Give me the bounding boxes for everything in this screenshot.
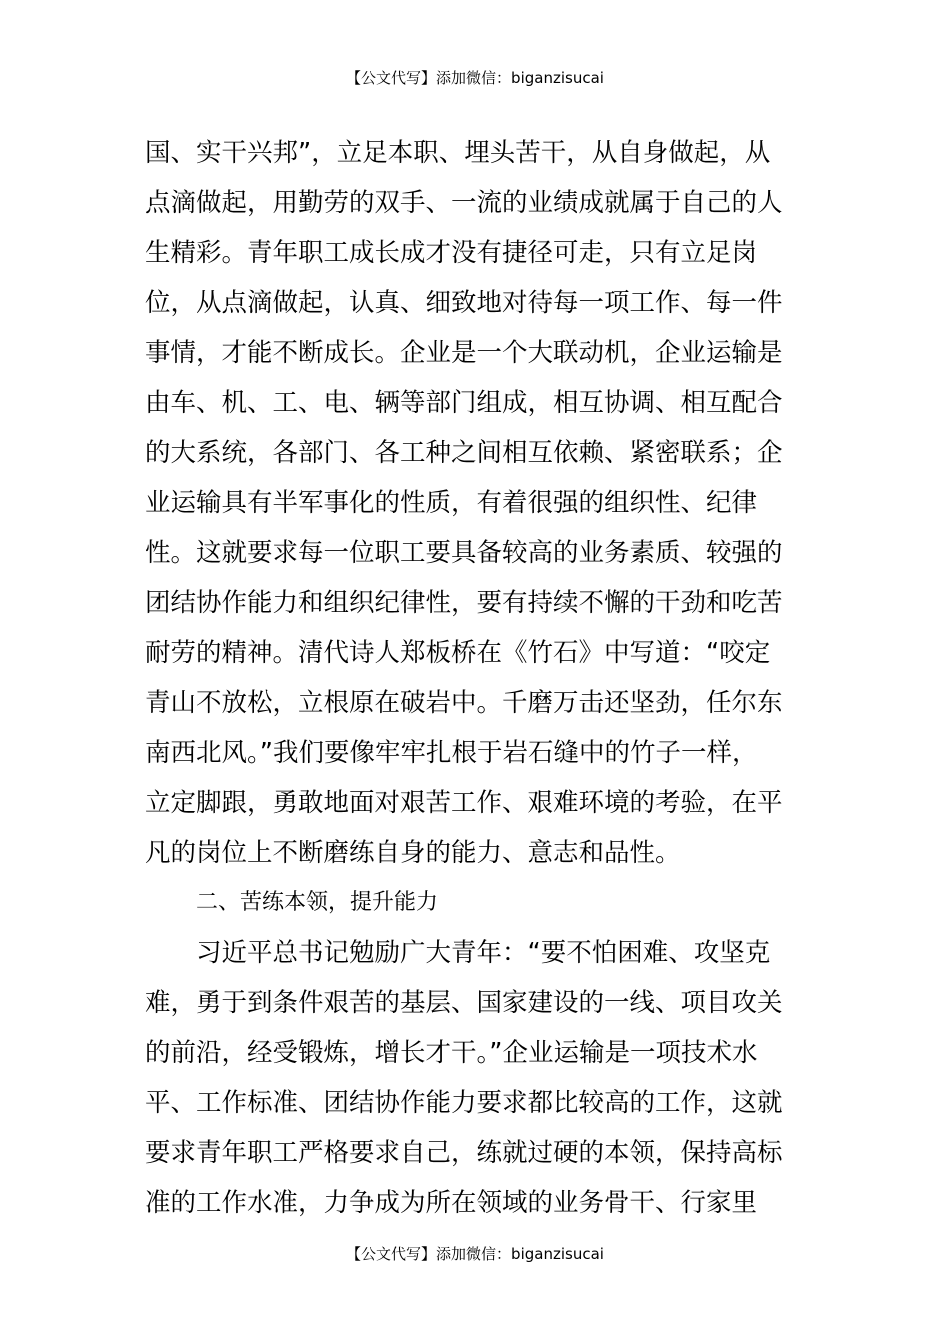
text-line: 点滴做起，用勤劳的双手、一流的业绩成就属于自己的人	[145, 188, 783, 218]
text-line: 由车、机、工、电、辆等部门组成，相互协调、相互配合	[145, 388, 783, 418]
section-heading: 二、苦练本领，提升能力	[196, 890, 439, 915]
text-line: 凡的岗位上不断磨练自身的能力、意志和品性。	[145, 838, 681, 868]
text-line: 南西北风。”我们要像牢牢扎根于岩石缝中的竹子一样，	[145, 738, 758, 768]
page-footer: 【公文代写】添加微信：biganzisucai	[346, 1245, 604, 1263]
text-line: 习近平总书记勉励广大青年：“要不怕困难、攻坚克	[196, 938, 771, 968]
page-header: 【公文代写】添加微信：biganzisucai	[346, 69, 604, 87]
text-line: 立定脚跟，勇敢地面对艰苦工作、艰难环境的考验，在平	[145, 788, 783, 818]
text-line: 的前沿，经受锻炼，增长才干。”企业运输是一项技术水	[145, 1038, 758, 1068]
text-line: 准的工作水准，力争成为所在领域的业务骨干、行家里	[145, 1188, 758, 1218]
text-line: 生精彩。青年职工成长成才没有捷径可走，只有立足岗	[145, 238, 758, 268]
text-line: 耐劳的精神。清代诗人郑板桥在《竹石》中写道：“咬定	[145, 638, 771, 668]
text-line: 的大系统，各部门、各工种之间相互依赖、紧密联系；企	[145, 438, 783, 468]
text-line: 要求青年职工严格要求自己，练就过硬的本领，保持高标	[145, 1138, 783, 1168]
text-line: 业运输具有半军事化的性质，有着很强的组织性、纪律	[145, 488, 758, 518]
paragraph-2	[145, 928, 809, 1228]
text-line: 团结协作能力和组织纪律性，要有持续不懈的干劲和吃苦	[145, 588, 783, 618]
text-line: 性。这就要求每一位职工要具备较高的业务素质、较强的	[145, 538, 783, 568]
text-line: 位，从点滴做起，认真、细致地对待每一项工作、每一件	[145, 288, 783, 318]
paragraph-1	[145, 128, 809, 878]
text-line: 难，勇于到条件艰苦的基层、国家建设的一线、项目攻关	[145, 988, 783, 1018]
document-body	[145, 128, 809, 1228]
text-line: 国、实干兴邦”，立足本职、埋头苦干，从自身做起，从	[145, 138, 771, 168]
text-line: 事情，才能不断成长。企业是一个大联动机，企业运输是	[145, 338, 783, 368]
text-line: 平、工作标准、团结协作能力要求都比较高的工作，这就	[145, 1088, 783, 1118]
text-line: 青山不放松，立根原在破岩中。千磨万击还坚劲，任尔东	[145, 688, 783, 718]
